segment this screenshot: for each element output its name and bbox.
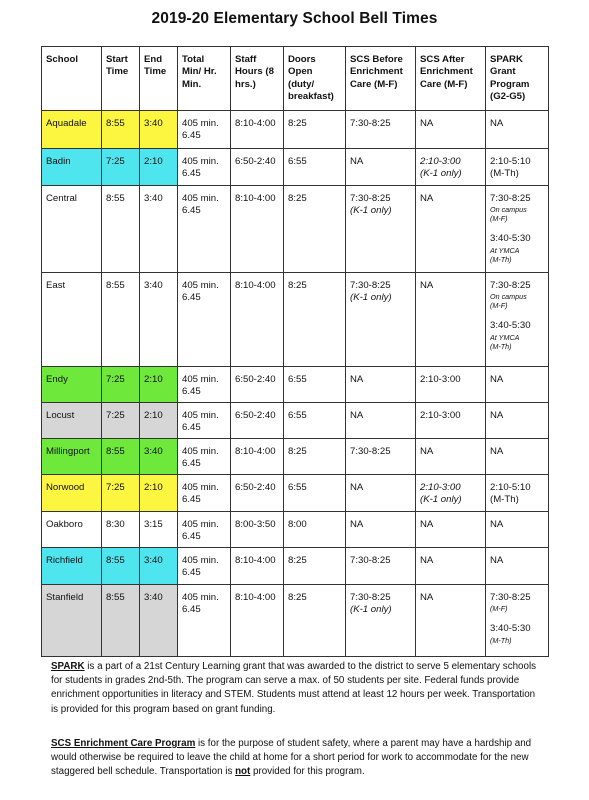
before-cell: NA: [346, 149, 416, 186]
staff-cell: 8:10-4:00: [231, 273, 284, 367]
before-cell: NA: [346, 403, 416, 439]
after-cell: 2:10-3:00 (K-1 only): [416, 149, 486, 186]
school-cell: East: [42, 273, 102, 367]
school-cell: Oakboro: [42, 512, 102, 548]
spark-cell: 2:10-5:10 (M-Th): [486, 475, 549, 512]
page-title: 2019-20 Elementary School Bell Times: [151, 10, 438, 27]
before-cell: 7:30-8:25: [346, 439, 416, 475]
header-after-care: SCS After Enrichment Care (M-F): [416, 47, 486, 111]
staff-cell: 8:10-4:00: [231, 548, 284, 585]
total-cell: 405 min. 6.45: [178, 111, 231, 149]
school-cell: Richfield: [42, 548, 102, 585]
staff-cell: 8:00-3:50: [231, 512, 284, 548]
after-cell: NA: [416, 439, 486, 475]
doors-cell: 6:55: [284, 475, 346, 512]
total-cell: 405 min. 6.45: [178, 186, 231, 273]
doors-cell: 8:25: [284, 273, 346, 367]
total-cell: 405 min. 6.45: [178, 585, 231, 657]
start-cell: 8:55: [102, 585, 140, 657]
doors-cell: 6:55: [284, 149, 346, 186]
scs-term: SCS Enrichment Care Program: [51, 738, 196, 749]
doors-cell: 8:25: [284, 186, 346, 273]
spark-cell: 7:30-8:25 On campus (M-F) 3:40-5:30 At YMCA (M-Th): [486, 186, 549, 273]
start-cell: 8:30: [102, 512, 140, 548]
start-cell: 7:25: [102, 403, 140, 439]
spark-cell: 2:10-5:10 (M-Th): [486, 149, 549, 186]
table-row: [42, 273, 549, 367]
spark-term: SPARK: [51, 661, 85, 672]
after-cell: 2:10-3:00: [416, 367, 486, 403]
start-cell: 8:55: [102, 186, 140, 273]
start-cell: 8:55: [102, 439, 140, 475]
table-row: [42, 149, 549, 186]
before-cell: 7:30-8:25: [346, 548, 416, 585]
doors-cell: 6:55: [284, 367, 346, 403]
total-cell: 405 min. 6.45: [178, 439, 231, 475]
table-row: [42, 439, 549, 475]
start-cell: 7:25: [102, 149, 140, 186]
school-cell: Stanfield: [42, 585, 102, 657]
before-cell: 7:30-8:25 (K-1 only): [346, 186, 416, 273]
start-cell: 8:55: [102, 111, 140, 149]
spark-cell: NA: [486, 512, 549, 548]
end-cell: 3:40: [140, 273, 178, 367]
scs-note: [51, 737, 541, 780]
table-row: [42, 512, 549, 548]
start-cell: 7:25: [102, 367, 140, 403]
after-cell: NA: [416, 585, 486, 657]
staff-cell: 6:50-2:40: [231, 367, 284, 403]
start-cell: 8:55: [102, 273, 140, 367]
spark-cell: 7:30-8:25 On campus (M-F) 3:40-5:30 At YMCA (M-Th): [486, 273, 549, 367]
table-row: [42, 111, 549, 149]
table-row: [42, 367, 549, 403]
spark-cell: 7:30-8:25 (M-F) 3:40-5:30 (M-Th): [486, 585, 549, 657]
after-cell: NA: [416, 512, 486, 548]
after-cell: 2:10-3:00: [416, 403, 486, 439]
header-end-time: End Time: [140, 47, 178, 111]
after-cell: NA: [416, 548, 486, 585]
bell-times-table: [41, 46, 549, 657]
total-cell: 405 min. 6.45: [178, 403, 231, 439]
after-cell: NA: [416, 273, 486, 367]
end-cell: 3:40: [140, 186, 178, 273]
header-start-time: Start Time: [102, 47, 140, 111]
header-total-min: Total Min/ Hr. Min.: [178, 47, 231, 111]
doors-cell: 8:25: [284, 585, 346, 657]
end-cell: 3:40: [140, 548, 178, 585]
before-cell: 7:30-8:25 (K-1 only): [346, 273, 416, 367]
doors-cell: 6:55: [284, 403, 346, 439]
before-cell: 7:30-8:25 (K-1 only): [346, 585, 416, 657]
staff-cell: 8:10-4:00: [231, 585, 284, 657]
end-cell: 2:10: [140, 149, 178, 186]
table-row: [42, 585, 549, 657]
total-cell: 405 min. 6.45: [178, 149, 231, 186]
before-cell: NA: [346, 475, 416, 512]
spark-cell: NA: [486, 403, 549, 439]
before-cell: 7:30-8:25: [346, 111, 416, 149]
table-row: [42, 403, 549, 439]
spark-cell: NA: [486, 439, 549, 475]
header-before-care: SCS Before Enrichment Care (M-F): [346, 47, 416, 111]
header-row: [42, 47, 549, 111]
end-cell: 3:15: [140, 512, 178, 548]
total-cell: 405 min. 6.45: [178, 548, 231, 585]
staff-cell: 6:50-2:40: [231, 475, 284, 512]
header-staff-hours: Staff Hours (8 hrs.): [231, 47, 284, 111]
spark-cell: NA: [486, 111, 549, 149]
start-cell: 7:25: [102, 475, 140, 512]
before-cell: NA: [346, 512, 416, 548]
doors-cell: 8:00: [284, 512, 346, 548]
staff-cell: 8:10-4:00: [231, 186, 284, 273]
scs-not-word: not: [235, 766, 251, 778]
after-cell: NA: [416, 111, 486, 149]
school-cell: Central: [42, 186, 102, 273]
spark-note: [51, 660, 541, 717]
staff-cell: 6:50-2:40: [231, 403, 284, 439]
staff-cell: 8:10-4:00: [231, 439, 284, 475]
header-school: School: [42, 47, 102, 111]
scs-note-end: provided for this program.: [250, 766, 365, 778]
school-cell: Norwood: [42, 475, 102, 512]
doors-cell: 8:25: [284, 439, 346, 475]
school-cell: Endy: [42, 367, 102, 403]
scs-note-text: is for the purpose of student safety, where a parent may have a hardship and would otherwise be required to leave the child at home for a short period for work to accommodate for the new staggered bell schedule. Transportation is: [51, 738, 532, 778]
after-cell: 2:10-3:00 (K-1 only): [416, 475, 486, 512]
school-cell: Aquadale: [42, 111, 102, 149]
end-cell: 3:40: [140, 439, 178, 475]
spark-cell: NA: [486, 548, 549, 585]
end-cell: 3:40: [140, 585, 178, 657]
table-row: [42, 548, 549, 585]
total-cell: 405 min. 6.45: [178, 367, 231, 403]
end-cell: 2:10: [140, 475, 178, 512]
end-cell: 2:10: [140, 367, 178, 403]
school-cell: Millingport: [42, 439, 102, 475]
table-row: [42, 186, 549, 273]
total-cell: 405 min. 6.45: [178, 512, 231, 548]
after-cell: NA: [416, 186, 486, 273]
before-cell: NA: [346, 367, 416, 403]
total-cell: 405 min. 6.45: [178, 273, 231, 367]
total-cell: 405 min. 6.45: [178, 475, 231, 512]
end-cell: 3:40: [140, 111, 178, 149]
table-row: [42, 475, 549, 512]
doors-cell: 8:25: [284, 548, 346, 585]
doors-cell: 8:25: [284, 111, 346, 149]
start-cell: 8:55: [102, 548, 140, 585]
end-cell: 2:10: [140, 403, 178, 439]
spark-cell: NA: [486, 367, 549, 403]
school-cell: Badin: [42, 149, 102, 186]
staff-cell: 6:50-2:40: [231, 149, 284, 186]
header-spark: SPARK Grant Program (G2-G5): [486, 47, 549, 111]
school-cell: Locust: [42, 403, 102, 439]
header-doors-open: Doors Open (duty/ breakfast): [284, 47, 346, 111]
staff-cell: 8:10-4:00: [231, 111, 284, 149]
spark-note-text: is a part of a 21st Century Learning grant that was awarded to the district to serve 5 elementary schools for students in grades 2nd-5th. The program can serve a max. of 50 students per site. Federal funds provide enrichment opportunities in literacy and STEM. Students must attend at least 12 hours per week. Transportation is provided for this program based on grant funding.: [51, 661, 537, 715]
